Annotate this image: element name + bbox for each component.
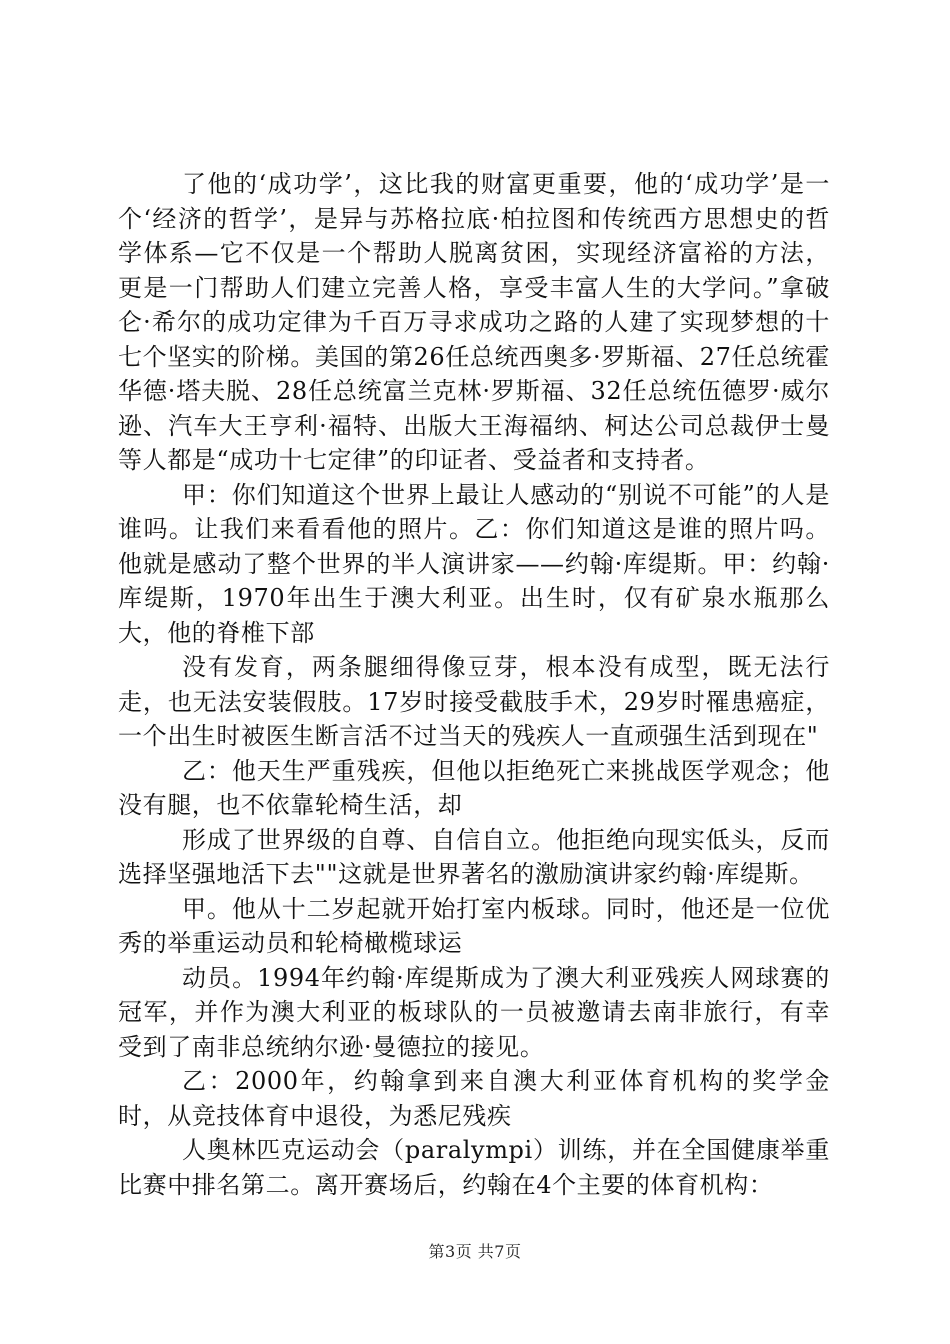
document-body bbox=[118, 167, 830, 1202]
page-number-footer: 第3页 共7页 bbox=[428, 1242, 522, 1261]
paragraph-3: 没有发育，两条腿细得像豆芽，根本没有成型，既无法行走，也无法安装假肢。17岁时接受截肢手术，29岁时罹患癌症，一个出生时被医生断言活不过当天的残疾人一直顽强生活到现在" bbox=[118, 653, 830, 750]
paragraph-5: 形成了世界级的自尊、自信自立。他拒绝向现实低头，反而选择坚强地活下去""这就是世界著名的激励演讲家约翰·库缇斯。 bbox=[118, 825, 830, 888]
paragraph-6: 甲。他从十二岁起就开始打室内板球。同时，他还是一位优秀的举重运动员和轮椅橄榄球运 bbox=[118, 894, 830, 957]
paragraph-7: 动员。1994年约翰·库缇斯成为了澳大利亚残疾人网球赛的冠军，并作为澳大利亚的板球队的一员被邀请去南非旅行，有幸受到了南非总统纳尔逊·曼德拉的接见。 bbox=[118, 963, 830, 1061]
paragraph-4: 乙：他天生严重残疾，但他以拒绝死亡来挑战医学观念；他没有腿，也不依靠轮椅生活，却 bbox=[118, 756, 830, 819]
paragraph-1: 了他的‘成功学’，这比我的财富更重要，他的‘成功学’是一个‘经济的哲学’，是异与苏格拉底·柏拉图和传统西方思想史的哲学体系—它不仅是一个帮助人脱离贫困，实现经济富裕的方法，更是一门帮助人们建立完善人格，享受丰富人生的大学问。”拿破仑·希尔的成功定律为千百万寻求成功之路的人建了实现梦想的十七个坚实的阶梯。美国的第26任总统西奥多·罗斯福、27任总统霍华德·塔夫脱、28任总统富兰克林·罗斯福、32任总统伍德罗·威尔逊、汽车大王亨利·福特、出版大王海福纳、柯达公司总裁伊士曼等人都是“成功十七定律”的印证者、受益者和支持者。 bbox=[118, 170, 830, 474]
paragraph-8: 乙：2000年，约翰拿到来自澳大利亚体育机构的奖学金时，从竞技体育中退役，为悉尼残疾 bbox=[118, 1067, 830, 1130]
paragraph-9: 人奥林匹克运动会（paralympi）训练，并在全国健康举重比赛中排名第二。离开赛场后，约翰在4个主要的体育机构： bbox=[118, 1136, 830, 1199]
paragraph-2: 甲：你们知道这个世界上最让人感动的“别说不可能”的人是谁吗。让我们来看看他的照片。乙：你们知道这是谁的照片吗。他就是感动了整个世界的半人演讲家——约翰·库缇斯。甲：约翰·库缇斯，1970年出生于澳大利亚。出生时，仅有矿泉水瓶那么大，他的脊椎下部 bbox=[118, 480, 830, 647]
